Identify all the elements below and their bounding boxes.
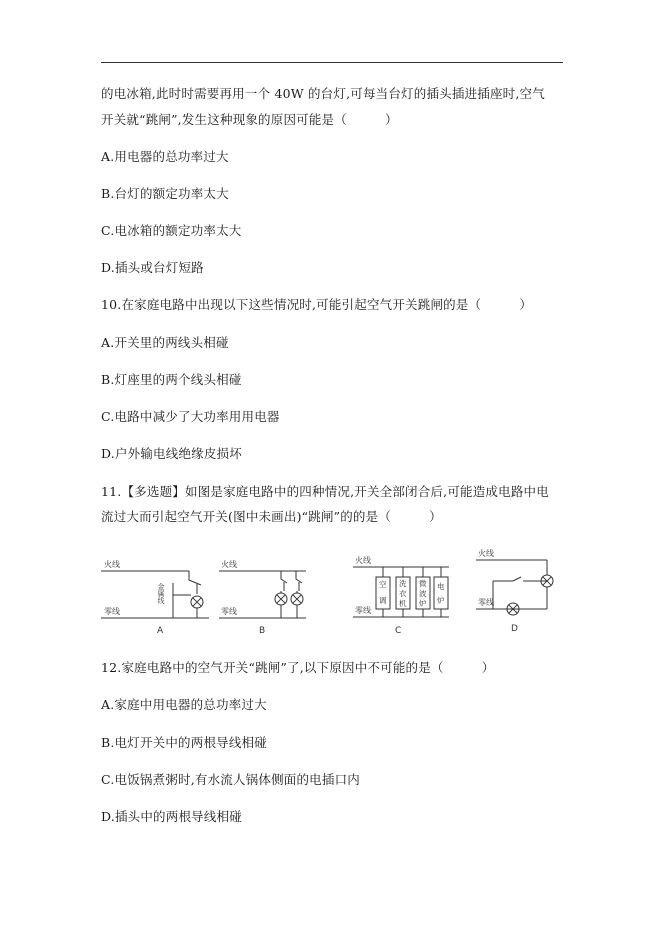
circuit-d-live-label: 火线 (478, 549, 494, 558)
circuit-a-metal-wire-label: 金属线 (157, 583, 165, 604)
q10-option-b: B.灯座里的两个线头相碰 (101, 372, 242, 387)
q12-option-b: B.电灯开关中的两根导线相碰 (101, 735, 267, 750)
circuit-c-caption: C (395, 626, 402, 636)
circuit-a-caption: A (157, 626, 164, 636)
q12-option-c: C.电饭锅煮粥时,有水流人锅体侧面的电插口内 (101, 772, 360, 787)
appliance-air-conditioner-label-2: 调 (379, 596, 387, 605)
circuit-a-switch (189, 571, 201, 594)
appliance-washing-machine-label-3: 机 (399, 599, 407, 608)
circuit-b-switch-1 (281, 571, 287, 591)
header-rule (101, 62, 563, 63)
q11-stem-line-1: 11.【多选题】如图是家庭电路中的四种情况,开关全部闭合后,可能造成电路中电 (101, 484, 549, 499)
q12-stem: 12.家庭电路中的空气开关“跳闸”了,以下原因中不可能的是（ ） (101, 660, 495, 675)
q10-option-c: C.电路中减少了大功率用用电器 (101, 409, 280, 424)
circuit-a-neutral-label: 零线 (104, 607, 120, 616)
appliance-washing-machine-label-1: 洗 (399, 579, 407, 588)
appliance-microwave-label-2: 波 (419, 589, 427, 598)
circuit-a-live-label: 火线 (104, 560, 120, 569)
circuit-b (219, 559, 306, 636)
q10-stem: 10.在家庭电路中出现以下这些情况时,可能引起空气开关跳闸的是（ ） (101, 297, 533, 312)
circuit-a (101, 559, 209, 636)
circuit-b-switch-2 (296, 571, 302, 591)
q10-option-d: D.户外输电线绝缘皮损坏 (101, 446, 242, 461)
circuit-d (476, 548, 553, 634)
q9-option-b: B.台灯的额定功率太大 (101, 186, 229, 201)
appliance-electric-stove-label-1: 电 (437, 582, 445, 591)
q9-option-d: D.插头或台灯短路 (101, 260, 204, 275)
circuit-b-live-label: 火线 (221, 560, 237, 569)
q12-option-d: D.插头中的两根导线相碰 (101, 809, 242, 824)
q9-option-a: A.用电器的总功率过大 (101, 149, 229, 164)
circuit-c-live-label: 火线 (355, 556, 371, 565)
circuit-b-neutral-label: 零线 (221, 607, 237, 616)
circuit-c-neutral-label: 零线 (355, 606, 371, 615)
appliance-microwave-label-3: 炉 (419, 599, 427, 608)
q10-option-a: A.开关里的两线头相碰 (101, 335, 229, 350)
circuit-d-caption: D (511, 624, 518, 634)
q9-option-c: C.电冰箱的额定功率太大 (101, 223, 242, 238)
q11-stem-line-2: 流过大而引起空气开关(图中未画出)“跳闸”的的是（ ） (101, 509, 442, 524)
q9-stem-line-1: 的电冰箱,此时时需要再用一个 40W 的台灯,可每当台灯的插头插进插座时,空气 (101, 86, 545, 101)
circuit-d-switch (513, 577, 521, 581)
appliance-microwave-label-1: 微 (419, 579, 427, 588)
appliance-electric-stove-label-2: 炉 (437, 596, 445, 605)
circuit-c (353, 555, 449, 636)
circuit-d-neutral-label: 零线 (478, 598, 494, 607)
circuit-b-caption: B (259, 626, 266, 636)
q9-stem-line-2: 开关就“跳闸”,发生这种现象的原因可能是（ ） (101, 112, 398, 127)
appliance-washing-machine-label-2: 衣 (399, 589, 407, 598)
circuit-figure (101, 543, 571, 638)
q12-option-a: A.家庭中用电器的总功率过大 (101, 697, 267, 712)
appliance-air-conditioner-label-1: 空 (379, 580, 387, 589)
